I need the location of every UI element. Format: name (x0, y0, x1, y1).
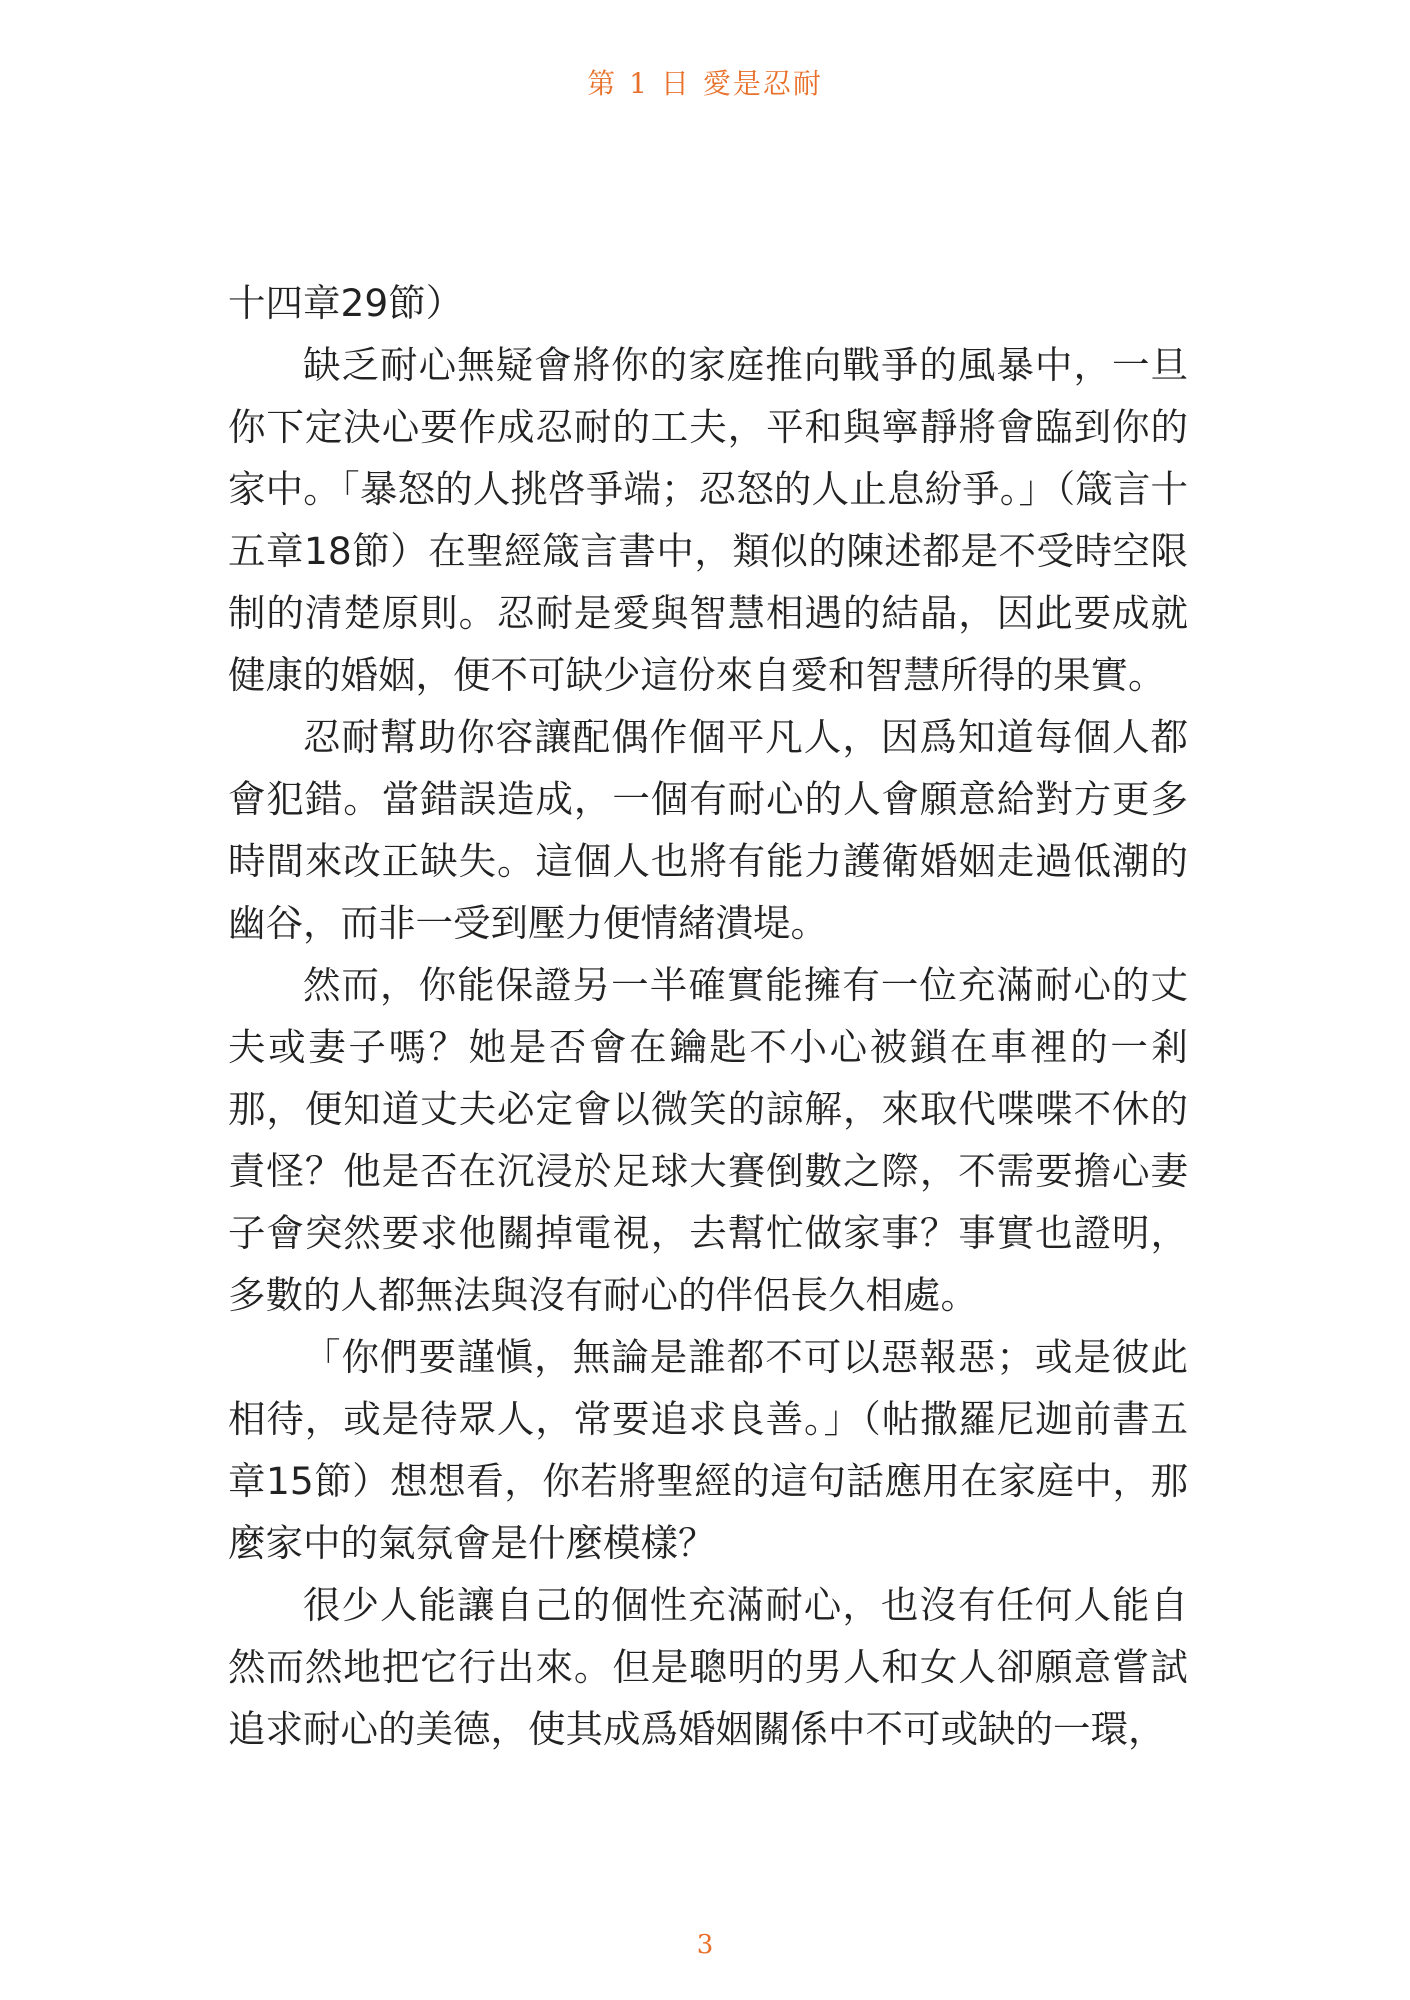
paragraph: 忍耐幫助你容讓配偶作個平凡人，因爲知道每個人都會犯錯。當錯誤造成，一個有耐心的人會願意給對方更多時間來改正缺失。這個人也將有能力護衛婚姻走過低潮的幽谷，而非一受到壓力便情緒潰堤。 (228, 715, 1188, 945)
day-number: 1 (629, 67, 649, 100)
day-unit: 日 (660, 67, 691, 100)
paragraph: 缺乏耐心無疑會將你的家庭推向戰爭的風暴中，一旦你下定決心要作成忍耐的工夫，平和與寧靜將會臨到你的家中。「暴怒的人挑啓爭端；忍怒的人止息紛爭。」（箴言十五章18節）在聖經箴言書中，類似的陳述都是不受時空限制的清楚原則。忍耐是愛與智慧相遇的結晶，因此要成就健康的婚姻，便不可缺少這份來自愛和智慧所得的果實。 (228, 343, 1188, 697)
paragraph-continuation: 十四章29節） (228, 281, 464, 325)
running-head (0, 62, 1410, 102)
body-text (228, 272, 1188, 1760)
chapter-title: 愛是忍耐 (702, 67, 823, 100)
page-number: 3 (696, 1930, 714, 1960)
paragraph: 然而，你能保證另一半確實能擁有一位充滿耐心的丈夫或妻子嗎？她是否會在鑰匙不小心被鎖在車裡的一剎那，便知道丈夫必定會以微笑的諒解，來取代喋喋不休的責怪？他是否在沉浸於足球大賽倒數之際，不需要擔心妻子會突然要求他關掉電視，去幫忙做家事？事實也證明，多數的人都無法與沒有耐心的伴侶長久相處。 (228, 963, 1188, 1317)
paragraph: 很少人能讓自己的個性充滿耐心，也沒有任何人能自然而然地把它行出來。但是聰明的男人和女人卻願意嘗試追求耐心的美德，使其成爲婚姻關係中不可或缺的一環， (228, 1583, 1188, 1751)
paragraph: 「你們要謹愼，無論是誰都不可以惡報惡；或是彼此相待，或是待眾人，常要追求良善。」（帖撒羅尼迦前書五章15節）想想看，你若將聖經的這句話應用在家庭中，那麼家中的氣氛會是什麼模樣？ (228, 1335, 1188, 1565)
day-label: 第 (587, 67, 618, 100)
